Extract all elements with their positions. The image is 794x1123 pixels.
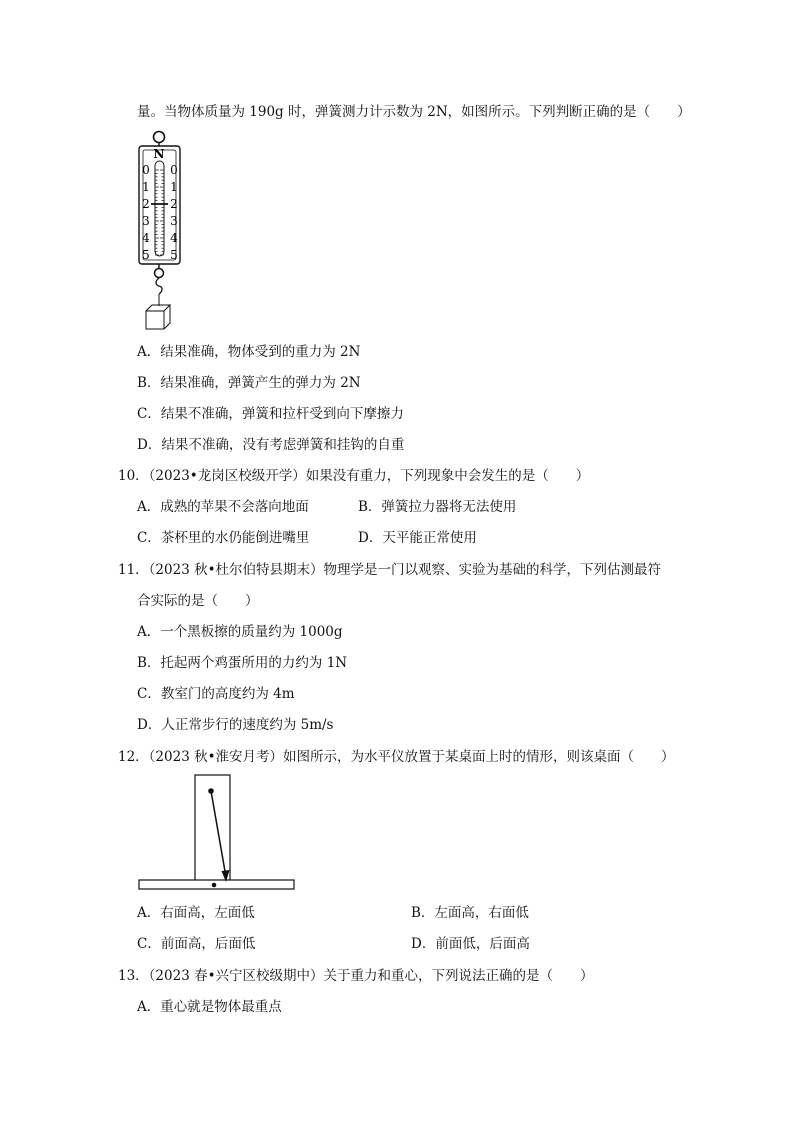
scale-unit-label: N [153, 147, 165, 161]
q12-option-c[interactable]: C．前面高，后面低 [137, 936, 256, 952]
q12-stem: 12．（2023 秋•淮安月考）如图所示，为水平仪放置于某桌面上时的情形，则该桌面（ ） [118, 749, 675, 765]
left-tick-1: 1 [142, 180, 150, 194]
q10-option-d[interactable]: D．天平能正常使用 [358, 530, 477, 546]
q11-option-d[interactable]: D．人正常步行的速度约为 5m/s [137, 717, 334, 733]
cube-block [146, 305, 170, 329]
q10-stem: 10．（2023•龙岗区校级开学）如果没有重力，下列现象中会发生的是（ ） [118, 468, 590, 484]
reference-dot [212, 883, 217, 888]
q11-stem-line1: 11．（2023 秋•杜尔伯特县期末）物理学是一门以观察、实验为基础的科学，下列估测最符 [118, 562, 662, 578]
right-tick-0: 0 [170, 163, 178, 177]
q11-stem-line2: 合实际的是（ ） [137, 593, 259, 609]
right-tick-2: 2 [170, 197, 178, 211]
q9-option-a[interactable]: A．结果准确，物体受到的重力为 2N [137, 344, 361, 360]
q11-option-b[interactable]: B．托起两个鸡蛋所用的力约为 1N [137, 655, 348, 671]
right-tick-4: 4 [170, 231, 178, 245]
left-tick-3: 3 [142, 214, 150, 228]
q9-option-b[interactable]: B．结果准确，弹簧产生的弹力为 2N [137, 375, 361, 391]
q12-option-b[interactable]: B．左面高，右面低 [411, 905, 529, 921]
right-tick-1: 1 [170, 180, 178, 194]
table-surface [139, 880, 294, 889]
right-tick-3: 3 [170, 214, 178, 228]
left-tick-5: 5 [142, 248, 150, 262]
q9-stem-tail: 量。当物体质量为 190g 时，弹簧测力计示数为 2N，如图所示。下列判断正确的是（ ） [137, 104, 691, 120]
q11-option-c[interactable]: C．教室门的高度约为 4m [137, 686, 295, 702]
q9-option-c[interactable]: C．结果不准确，弹簧和拉杆受到向下摩擦力 [137, 406, 404, 422]
q12-option-d[interactable]: D．前面低，后面高 [411, 936, 530, 952]
left-tick-0: 0 [142, 163, 150, 177]
q13-option-a[interactable]: A．重心就是物体最重点 [137, 999, 282, 1015]
q10-option-a[interactable]: A．成熟的苹果不会落向地面 [137, 499, 309, 515]
left-tick-4: 4 [142, 231, 150, 245]
q10-option-c[interactable]: C．茶杯里的水仍能倒进嘴里 [137, 530, 310, 546]
q10-option-b[interactable]: B．弹簧拉力器将无法使用 [358, 499, 517, 515]
q11-option-a[interactable]: A．一个黑板擦的质量约为 1000g [137, 624, 343, 640]
q9-option-d[interactable]: D．结果不准确，没有考虑弹簧和挂钩的自重 [137, 437, 405, 453]
q13-stem: 13．（2023 春•兴宁区校级期中）关于重力和重心，下列说法正确的是（ ） [118, 968, 594, 984]
left-tick-2: 2 [142, 197, 150, 211]
spring-scale-figure [136, 128, 186, 333]
q12-option-a[interactable]: A．右面高，左面低 [137, 905, 255, 921]
level-instrument-figure [138, 774, 298, 892]
right-tick-5: 5 [170, 248, 178, 262]
